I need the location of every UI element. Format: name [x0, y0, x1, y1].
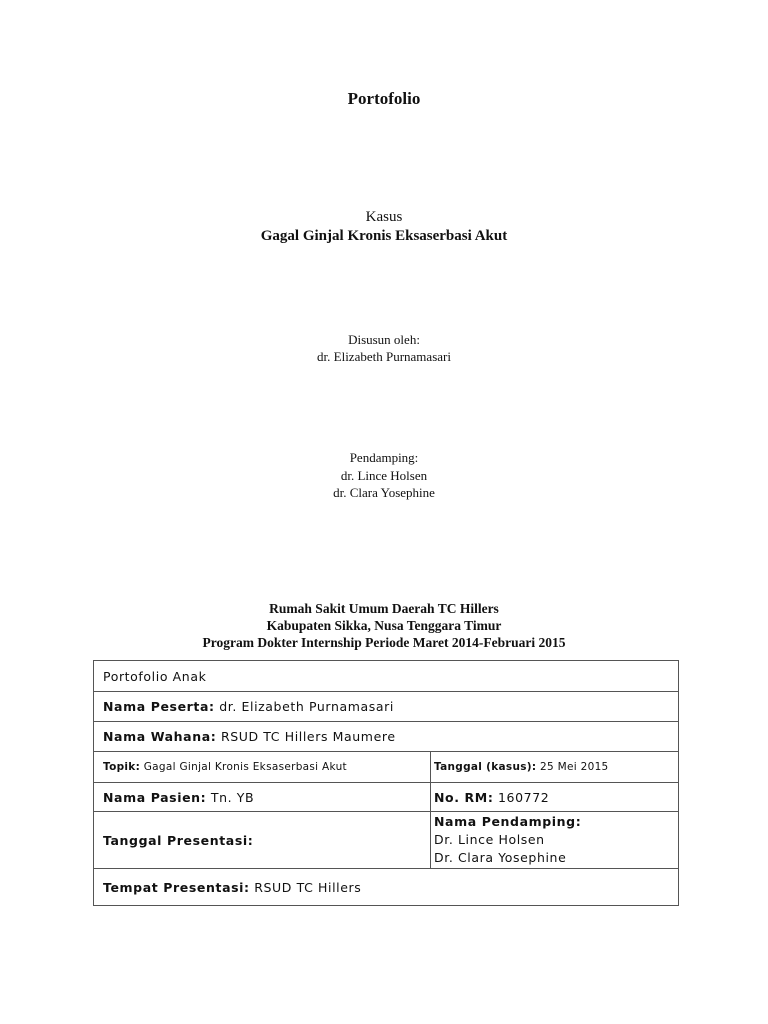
mentor-name: dr. Clara Yosephine [333, 485, 435, 500]
case-date-cell [431, 752, 678, 782]
table-row [94, 692, 678, 722]
place-label: Tempat Presentasi: [103, 879, 250, 895]
rm-cell [431, 783, 678, 811]
table-row [94, 661, 678, 692]
presentation-date-label: Tanggal Presentasi: [103, 832, 254, 848]
table-row [94, 722, 678, 752]
participant-label: Nama Peserta: [103, 699, 215, 714]
portfolio-form-table [93, 660, 679, 906]
place-value: RSUD TC Hillers [254, 879, 362, 895]
mentor-label: Pendamping: [349, 450, 419, 465]
patient-value: Tn. YB [210, 789, 255, 805]
venue-cell [94, 722, 678, 751]
table-row [94, 812, 678, 869]
venue-label: Nama Wahana: [103, 729, 217, 744]
program-period: Program Dokter Internship Periode Maret 2014-Februari 2015 [202, 635, 566, 650]
topic-label: Topik: [103, 761, 141, 773]
table-row [94, 752, 678, 783]
presentation-date-cell [94, 812, 431, 868]
case-date-value: 25 Mei 2015 [540, 761, 609, 773]
participant-value: dr. Elizabeth Purnamasari [219, 699, 394, 714]
institution-name: Rumah Sakit Umum Daerah TC Hillers [269, 601, 499, 616]
mentor-names-cell [431, 812, 678, 868]
case-date-label: Tanggal (kasus): [434, 761, 537, 773]
form-header: Portofolio Anak [103, 668, 207, 684]
mentor-names-label: Nama Pendamping: [434, 814, 582, 829]
topic-value: Gagal Ginjal Kronis Eksaserbasi Akut [143, 761, 347, 773]
place-cell [94, 869, 678, 905]
author-name: dr. Elizabeth Purnamasari [317, 349, 451, 364]
participant-cell [94, 692, 678, 721]
patient-label: Nama Pasien: [103, 789, 207, 805]
author-label: Disusun oleh: [348, 332, 420, 347]
patient-cell [94, 783, 431, 811]
document-title: Portofolio [347, 89, 421, 108]
rm-label: No. RM: [434, 789, 494, 805]
institution-region: Kabupaten Sikka, Nusa Tenggara Timur [266, 618, 502, 633]
mentor-name: dr. Lince Holsen [340, 468, 428, 483]
table-row [94, 869, 678, 905]
mentor-name-value: Dr. Lince Holsen [434, 832, 545, 847]
case-title: Gagal Ginjal Kronis Eksaserbasi Akut [260, 228, 508, 244]
rm-value: 160772 [498, 789, 550, 805]
case-label: Kasus [365, 209, 403, 225]
table-row [94, 783, 678, 812]
venue-value: RSUD TC Hillers Maumere [220, 729, 396, 744]
topic-cell [94, 752, 431, 782]
mentor-name-value: Dr. Clara Yosephine [434, 850, 567, 865]
form-header-cell [94, 661, 678, 691]
